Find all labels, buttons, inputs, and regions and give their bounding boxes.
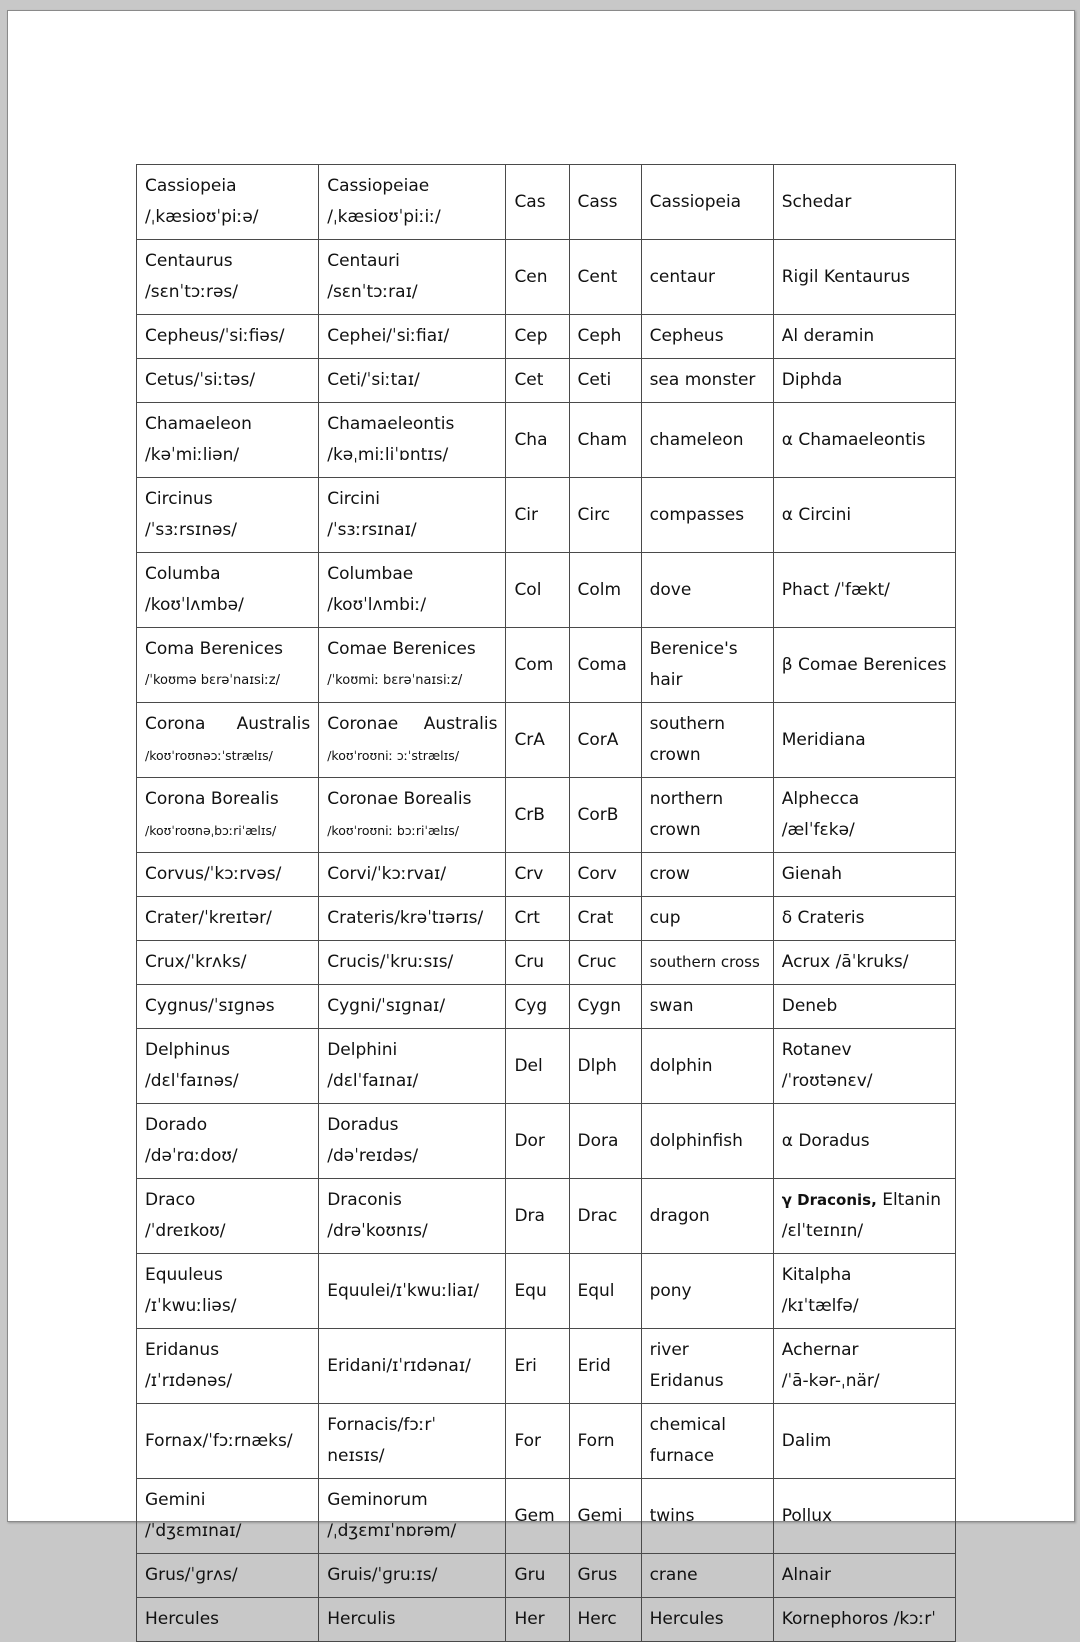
cell-main-star <box>773 853 955 897</box>
cell-meaning <box>641 1479 773 1554</box>
cell-genitive <box>319 403 506 478</box>
cell-nasa-abbreviation: CorA <box>569 703 641 778</box>
cell-abbreviation: Dra <box>506 1179 569 1254</box>
cell-genitive <box>319 985 506 1029</box>
cell-genitive <box>319 703 506 778</box>
cell-main-star <box>773 1479 955 1554</box>
cell-latin-name-line: Centaurus <box>145 251 233 271</box>
table-row <box>137 985 956 1029</box>
cell-meaning-line: centaur <box>649 266 716 287</box>
table-row <box>137 1329 956 1404</box>
cell-meaning <box>641 703 773 778</box>
cell-meaning-line: southern <box>649 714 725 734</box>
cell-genitive-line: Cygni/ˈsɪɡnaɪ/ <box>327 996 446 1016</box>
cell-latin-name-line: /dəˈrɑːdoʊ/ <box>145 1146 238 1166</box>
cell-meaning <box>641 941 773 985</box>
cell-main-star <box>773 553 955 628</box>
cell-latin-name-line: /dɛlˈfaɪnəs/ <box>145 1071 239 1091</box>
cell-latin-name <box>137 985 319 1029</box>
table-row <box>137 1479 956 1554</box>
cell-main-star <box>773 1598 955 1642</box>
cell-meaning-line: crown <box>649 745 701 765</box>
cell-meaning-line: crow <box>649 864 690 884</box>
cell-genitive-line: Doradus <box>327 1115 399 1135</box>
cell-latin-name-line: /ˈsɜːrsɪnəs/ <box>145 520 238 540</box>
cell-meaning-line: swan <box>649 996 694 1016</box>
cell-latin-name-word: Australis <box>236 714 311 734</box>
cell-meaning-line: hair <box>649 670 683 690</box>
cell-meaning <box>641 1554 773 1598</box>
cell-latin-name-line: Crux/ˈkrʌks/ <box>145 952 247 972</box>
table-row <box>137 315 956 359</box>
cell-meaning-line: dragon <box>649 1205 710 1226</box>
cell-meaning-line: dolphin <box>649 1055 713 1076</box>
cell-meaning-line: cup <box>649 908 681 928</box>
cell-nasa-abbreviation: CorB <box>569 778 641 853</box>
cell-abbreviation: Gru <box>506 1554 569 1598</box>
table-row <box>137 403 956 478</box>
cell-main-star <box>773 778 955 853</box>
cell-main-star <box>773 315 955 359</box>
cell-main-star <box>773 165 955 240</box>
cell-main-star <box>773 1254 955 1329</box>
cell-latin-name-line: Delphinus <box>145 1040 230 1060</box>
cell-main-star <box>773 941 955 985</box>
cell-genitive <box>319 1329 506 1404</box>
cell-genitive <box>319 778 506 853</box>
cell-genitive-line: Fornacis/fɔːrˈ <box>327 1415 437 1435</box>
cell-nasa-abbreviation: Cent <box>569 240 641 315</box>
cell-genitive <box>319 240 506 315</box>
cell-latin-name <box>137 359 319 403</box>
cell-main-star-line: /ælˈfɛkə/ <box>781 820 855 840</box>
cell-meaning-line: Berenice's <box>649 639 738 659</box>
cell-latin-name-line: /kəˈmiːliən/ <box>145 445 240 465</box>
cell-latin-name-line: Cetus/ˈsiːtəs/ <box>145 370 256 390</box>
cell-nasa-abbreviation: Grus <box>569 1554 641 1598</box>
cell-main-star <box>773 1179 955 1254</box>
cell-main-star-line: Schedar <box>781 191 852 212</box>
cell-main-star <box>773 1554 955 1598</box>
cell-genitive <box>319 478 506 553</box>
cell-latin-name <box>137 315 319 359</box>
cell-genitive-line: Comae Berenices <box>327 639 476 659</box>
cell-latin-name <box>137 1598 319 1642</box>
cell-genitive-line: /koʊˈlʌmbiː/ <box>327 595 427 615</box>
cell-main-star-line: Pollux <box>781 1505 833 1526</box>
cell-genitive-line: /koʊˈroʊniː bɔːriˈælɪs/ <box>327 823 460 838</box>
cell-main-star <box>773 478 955 553</box>
table-row <box>137 628 956 703</box>
cell-genitive-line: Crateris/krəˈtɪərɪs/ <box>327 908 484 928</box>
cell-meaning-line: sea monster <box>649 370 756 390</box>
cell-nasa-abbreviation: Ceti <box>569 359 641 403</box>
cell-main-star-line: α Circini <box>781 504 852 525</box>
cell-latin-name-line: /koʊˈlʌmbə/ <box>145 595 244 615</box>
cell-main-star-line: Acrux /āˈkruks/ <box>781 952 909 972</box>
cell-nasa-abbreviation: Gemi <box>569 1479 641 1554</box>
cell-genitive <box>319 853 506 897</box>
cell-genitive <box>319 1554 506 1598</box>
cell-genitive-line <box>327 709 497 740</box>
cell-meaning <box>641 359 773 403</box>
cell-genitive-line: Eridani/ɪˈrɪdənaɪ/ <box>327 1355 471 1376</box>
cell-abbreviation: For <box>506 1404 569 1479</box>
cell-main-star-line: Rigil Kentaurus <box>781 266 910 287</box>
cell-abbreviation: Cep <box>506 315 569 359</box>
table-row <box>137 1554 956 1598</box>
cell-latin-name-line: Gemini <box>145 1490 206 1510</box>
cell-main-star-line: Rotanev <box>781 1040 852 1060</box>
cell-genitive-line: /kəˌmiːliˈɒntɪs/ <box>327 445 449 465</box>
cell-latin-name-line <box>145 709 310 740</box>
cell-meaning-line: pony <box>649 1280 692 1301</box>
cell-genitive-line: Chamaeleontis <box>327 414 455 434</box>
cell-latin-name-word: Corona <box>145 714 206 734</box>
cell-nasa-abbreviation: Drac <box>569 1179 641 1254</box>
table-row <box>137 1179 956 1254</box>
cell-nasa-abbreviation: Forn <box>569 1404 641 1479</box>
cell-latin-name-line: /ɪˈrɪdənəs/ <box>145 1371 233 1391</box>
cell-nasa-abbreviation: Erid <box>569 1329 641 1404</box>
table-row <box>137 165 956 240</box>
cell-genitive-line: Crucis/ˈkruːsɪs/ <box>327 952 454 972</box>
cell-genitive-word: Coronae <box>327 714 399 734</box>
cell-latin-name <box>137 403 319 478</box>
cell-meaning <box>641 1598 773 1642</box>
cell-meaning-line: compasses <box>649 504 745 525</box>
table-row <box>137 897 956 941</box>
cell-latin-name-line: Fornax/ˈfɔːrnæks/ <box>145 1430 293 1451</box>
cell-main-star-line: Eltanin <box>876 1190 942 1210</box>
cell-genitive <box>319 897 506 941</box>
cell-meaning <box>641 628 773 703</box>
cell-main-star-line: /kɪˈtælfə/ <box>781 1296 859 1316</box>
cell-abbreviation: Her <box>506 1598 569 1642</box>
cell-latin-name-line: /ˈdʒɛmɪnaɪ/ <box>145 1521 242 1541</box>
cell-meaning <box>641 240 773 315</box>
cell-abbreviation: Cyg <box>506 985 569 1029</box>
cell-genitive-line: /ˌkæsioʊˈpiːiː/ <box>327 207 441 227</box>
cell-meaning <box>641 778 773 853</box>
constellation-table <box>136 164 956 1642</box>
cell-genitive-line: Delphini <box>327 1040 398 1060</box>
cell-meaning <box>641 897 773 941</box>
cell-main-star-line: Alnair <box>781 1565 831 1585</box>
cell-genitive-line: Centauri <box>327 251 400 271</box>
cell-genitive-line: /ˈkoʊmiː bɛrəˈnaɪsiːz/ <box>327 673 463 688</box>
cell-main-star-line: Gienah <box>781 864 843 884</box>
cell-main-star-line: Phact /ˈfækt/ <box>781 579 890 600</box>
cell-genitive-line: Cephei/ˈsiːfiaɪ/ <box>327 326 450 346</box>
cell-main-star-line: Diphda <box>781 370 843 390</box>
cell-abbreviation: Cir <box>506 478 569 553</box>
cell-latin-name-line: /ɪˈkwuːliəs/ <box>145 1296 237 1316</box>
cell-abbreviation: Dor <box>506 1104 569 1179</box>
table-row <box>137 1029 956 1104</box>
cell-main-star <box>773 1029 955 1104</box>
cell-abbreviation: Col <box>506 553 569 628</box>
cell-latin-name-line: Corona Borealis <box>145 789 279 809</box>
cell-latin-name-line: Hercules <box>145 1609 220 1629</box>
cell-main-star-line: α Chamaeleontis <box>781 429 926 450</box>
cell-genitive-line: Corvi/ˈkɔːrvaɪ/ <box>327 864 447 884</box>
cell-genitive-line: Gruis/ˈɡruːɪs/ <box>327 1565 438 1585</box>
cell-nasa-abbreviation: Herc <box>569 1598 641 1642</box>
cell-main-star-line: Deneb <box>781 996 838 1016</box>
cell-genitive-line: /dəˈreɪdəs/ <box>327 1146 419 1166</box>
cell-latin-name-line: /koʊˈroʊnəɔːˈstrælɪs/ <box>145 748 273 763</box>
cell-nasa-abbreviation: Equl <box>569 1254 641 1329</box>
cell-nasa-abbreviation: Crat <box>569 897 641 941</box>
cell-latin-name <box>137 628 319 703</box>
cell-main-star-line: Kornephoros /kɔːrˈ <box>781 1609 936 1629</box>
cell-genitive <box>319 1029 506 1104</box>
cell-nasa-abbreviation: Ceph <box>569 315 641 359</box>
cell-latin-name-line: Draco <box>145 1190 196 1210</box>
cell-latin-name <box>137 941 319 985</box>
cell-main-star <box>773 240 955 315</box>
cell-genitive <box>319 1479 506 1554</box>
cell-nasa-abbreviation: Coma <box>569 628 641 703</box>
cell-abbreviation: Cas <box>506 165 569 240</box>
cell-main-star-line: Alphecca <box>781 789 860 809</box>
cell-main-star <box>773 1404 955 1479</box>
cell-abbreviation: CrA <box>506 703 569 778</box>
cell-latin-name-line: Cygnus/ˈsɪɡnəs <box>145 996 275 1016</box>
cell-nasa-abbreviation: Dlph <box>569 1029 641 1104</box>
cell-nasa-abbreviation: Cass <box>569 165 641 240</box>
cell-main-star-line: /ɛlˈteɪnɪn/ <box>781 1221 864 1241</box>
cell-main-star <box>773 403 955 478</box>
cell-latin-name <box>137 1329 319 1404</box>
cell-meaning <box>641 478 773 553</box>
cell-genitive <box>319 359 506 403</box>
cell-main-star <box>773 1329 955 1404</box>
cell-main-star-line: β Comae Berenices <box>781 654 947 675</box>
cell-genitive <box>319 315 506 359</box>
cell-latin-name-line: Dorado <box>145 1115 208 1135</box>
cell-latin-name <box>137 703 319 778</box>
table-row <box>137 478 956 553</box>
table-row <box>137 1404 956 1479</box>
cell-latin-name-line: Grus/ˈɡrʌs/ <box>145 1565 238 1585</box>
cell-latin-name-line: Cepheus/ˈsiːfiəs/ <box>145 326 285 346</box>
cell-main-star-line: Meridiana <box>781 729 866 750</box>
cell-main-star <box>773 359 955 403</box>
cell-meaning <box>641 853 773 897</box>
cell-genitive-word: Australis <box>423 714 498 734</box>
cell-genitive-line: /koʊˈroʊniː ɔːˈstrælɪs/ <box>327 748 460 763</box>
cell-abbreviation: Cru <box>506 941 569 985</box>
cell-main-star <box>773 985 955 1029</box>
cell-latin-name-line: /koʊˈroʊnəˌbɔːriˈælɪs/ <box>145 823 277 838</box>
table-row <box>137 1254 956 1329</box>
cell-genitive <box>319 165 506 240</box>
cell-latin-name-line: Chamaeleon <box>145 414 252 434</box>
star-bold-label: γ Draconis, <box>781 1191 877 1209</box>
cell-latin-name <box>137 1104 319 1179</box>
cell-genitive-line: /drəˈkoʊnɪs/ <box>327 1221 428 1241</box>
cell-meaning-line: Hercules <box>649 1609 724 1629</box>
cell-meaning-line: chemical <box>649 1415 726 1435</box>
cell-abbreviation: Eri <box>506 1329 569 1404</box>
cell-genitive <box>319 553 506 628</box>
cell-latin-name-line: Circinus <box>145 489 213 509</box>
cell-genitive-line: neɪsɪs/ <box>327 1446 385 1466</box>
cell-main-star-line: /ˈroʊtənɛv/ <box>781 1071 873 1091</box>
cell-latin-name <box>137 1479 319 1554</box>
cell-latin-name-line: Columba <box>145 564 221 584</box>
cell-genitive-line: Columbae <box>327 564 414 584</box>
cell-latin-name <box>137 853 319 897</box>
cell-latin-name <box>137 165 319 240</box>
cell-latin-name <box>137 778 319 853</box>
cell-main-star <box>773 897 955 941</box>
cell-genitive <box>319 1179 506 1254</box>
cell-genitive <box>319 628 506 703</box>
cell-meaning <box>641 315 773 359</box>
table-body <box>137 165 956 1642</box>
cell-meaning-line: Cassiopeia <box>649 191 742 212</box>
table-row <box>137 359 956 403</box>
cell-genitive-line: Cassiopeiae <box>327 176 430 196</box>
cell-nasa-abbreviation: Cruc <box>569 941 641 985</box>
table-row <box>137 941 956 985</box>
cell-meaning-line: furnace <box>649 1446 715 1466</box>
cell-latin-name-line: Eridanus <box>145 1340 220 1360</box>
cell-main-star-line: Al deramin <box>781 326 875 346</box>
cell-main-star-line: Achernar <box>781 1340 859 1360</box>
cell-main-star <box>773 628 955 703</box>
cell-latin-name <box>137 1029 319 1104</box>
cell-meaning <box>641 403 773 478</box>
cell-nasa-abbreviation: Corv <box>569 853 641 897</box>
cell-abbreviation: Cha <box>506 403 569 478</box>
cell-meaning-line: twins <box>649 1505 695 1526</box>
cell-latin-name <box>137 553 319 628</box>
cell-meaning-line: northern <box>649 789 724 809</box>
cell-genitive <box>319 1254 506 1329</box>
cell-main-star-line: α Doradus <box>781 1130 870 1151</box>
cell-latin-name <box>137 1554 319 1598</box>
cell-nasa-abbreviation: Cygn <box>569 985 641 1029</box>
cell-main-star <box>773 703 955 778</box>
cell-genitive-line: Coronae Borealis <box>327 789 472 809</box>
cell-genitive-line: /ˈsɜːrsɪnaɪ/ <box>327 520 417 540</box>
cell-genitive-line: Circini <box>327 489 380 509</box>
cell-meaning <box>641 1179 773 1254</box>
cell-genitive-line: Draconis <box>327 1190 402 1210</box>
cell-genitive <box>319 941 506 985</box>
cell-abbreviation: Equ <box>506 1254 569 1329</box>
cell-nasa-abbreviation: Cham <box>569 403 641 478</box>
cell-latin-name-line: /ˈdreɪkoʊ/ <box>145 1221 226 1241</box>
cell-meaning <box>641 1029 773 1104</box>
table-row <box>137 1598 956 1642</box>
cell-abbreviation: Crv <box>506 853 569 897</box>
cell-abbreviation: Del <box>506 1029 569 1104</box>
cell-latin-name <box>137 1179 319 1254</box>
cell-meaning <box>641 1404 773 1479</box>
cell-meaning <box>641 1329 773 1404</box>
cell-main-star-line: Dalim <box>781 1430 832 1451</box>
cell-meaning-line: river Eridanus <box>649 1340 724 1391</box>
cell-main-star-line: Kitalpha <box>781 1265 852 1285</box>
cell-latin-name-line: /sɛnˈtɔːrəs/ <box>145 282 238 302</box>
cell-meaning-line: crane <box>649 1565 698 1585</box>
cell-genitive-line: Ceti/ˈsiːtaɪ/ <box>327 370 420 390</box>
cell-latin-name-line: Cassiopeia <box>145 176 237 196</box>
cell-meaning-line: chameleon <box>649 429 744 450</box>
table-row <box>137 240 956 315</box>
cell-abbreviation: CrB <box>506 778 569 853</box>
cell-latin-name-line: Equuleus <box>145 1265 223 1285</box>
cell-meaning <box>641 985 773 1029</box>
cell-meaning-line: crown <box>649 820 701 840</box>
cell-genitive <box>319 1598 506 1642</box>
table-row <box>137 1104 956 1179</box>
cell-latin-name-line: Coma Berenices <box>145 639 284 659</box>
cell-genitive-line: /ˌdʒɛmɪˈnɒrəm/ <box>327 1521 457 1541</box>
cell-meaning-line: dove <box>649 579 692 600</box>
cell-meaning <box>641 1254 773 1329</box>
cell-abbreviation: Crt <box>506 897 569 941</box>
document-page <box>7 10 1075 1629</box>
cell-genitive-line: Equulei/ɪˈkwuːliaɪ/ <box>327 1280 480 1301</box>
cell-latin-name <box>137 478 319 553</box>
cell-latin-name-line: Crater/ˈkreɪtər/ <box>145 908 272 928</box>
cell-main-star-line: δ Crateris <box>781 908 865 928</box>
table-row <box>137 703 956 778</box>
cell-meaning-line: southern cross <box>649 953 760 971</box>
cell-genitive-line: /sɛnˈtɔːraɪ/ <box>327 282 418 302</box>
cell-abbreviation: Com <box>506 628 569 703</box>
cell-latin-name <box>137 897 319 941</box>
cell-abbreviation: Cet <box>506 359 569 403</box>
cell-latin-name-line: /ˈkoʊmə bɛrəˈnaɪsiːz/ <box>145 673 280 688</box>
cell-genitive <box>319 1404 506 1479</box>
cell-main-star-line: /ˈā-kər-ˌnär/ <box>781 1371 880 1391</box>
cell-latin-name <box>137 1254 319 1329</box>
cell-latin-name <box>137 1404 319 1479</box>
cell-nasa-abbreviation: Dora <box>569 1104 641 1179</box>
cell-meaning <box>641 553 773 628</box>
table-row <box>137 778 956 853</box>
cell-genitive <box>319 1104 506 1179</box>
cell-meaning <box>641 165 773 240</box>
table-row <box>137 853 956 897</box>
cell-latin-name-line: /ˌkæsioʊˈpiːə/ <box>145 207 259 227</box>
cell-meaning-line: Cepheus <box>649 326 724 346</box>
cell-nasa-abbreviation: Circ <box>569 478 641 553</box>
cell-meaning <box>641 1104 773 1179</box>
cell-latin-name-line: Corvus/ˈkɔːrvəs/ <box>145 864 282 884</box>
cell-latin-name <box>137 240 319 315</box>
cell-genitive-line: /dɛlˈfaɪnaɪ/ <box>327 1071 419 1091</box>
cell-abbreviation: Gem <box>506 1479 569 1554</box>
cell-genitive-line: Geminorum <box>327 1490 428 1510</box>
cell-nasa-abbreviation: Colm <box>569 553 641 628</box>
table-row <box>137 553 956 628</box>
cell-main-star <box>773 1104 955 1179</box>
cell-meaning-line: dolphinfish <box>649 1130 743 1151</box>
cell-abbreviation: Cen <box>506 240 569 315</box>
cell-genitive-line: Herculis <box>327 1609 396 1629</box>
